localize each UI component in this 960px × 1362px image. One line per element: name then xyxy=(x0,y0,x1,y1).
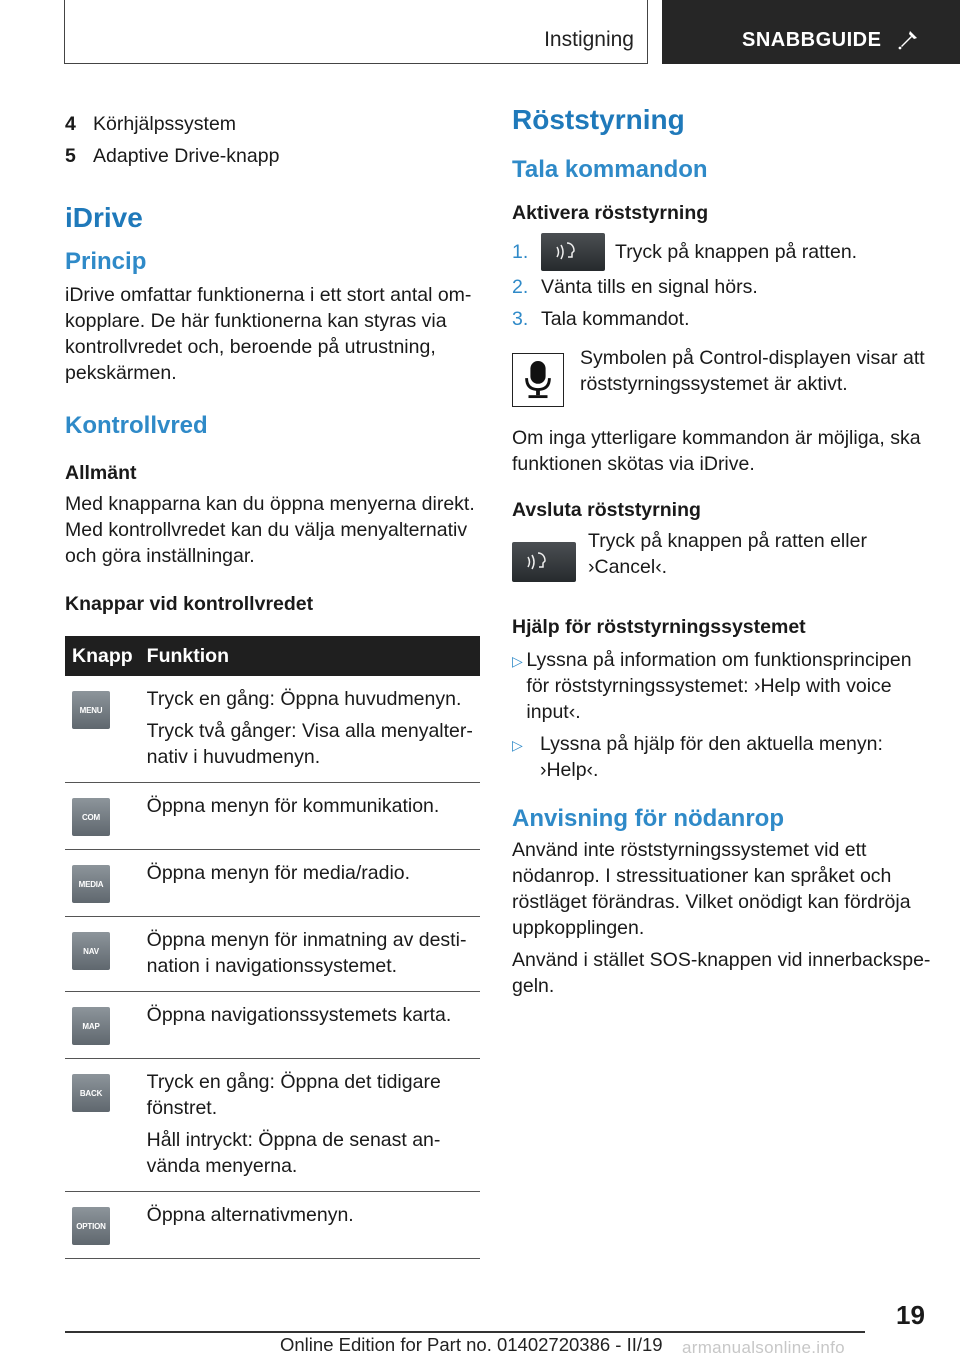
header-tab-label: SNABBGUIDE xyxy=(742,29,882,51)
avsluta-text: Tryck på knappen på ratten eller ›Cancel‹. xyxy=(588,530,867,578)
keys-table xyxy=(65,636,480,1259)
table-row: BACK Tryck en gång: Öppna det tidigare fönstret. Håll intryckt: Öppna de senast använda menyerna. xyxy=(65,1059,480,1192)
steps-list xyxy=(512,233,932,335)
mic-text: Symbolen på Control-displayen visar att röststyrningssystemet är aktivt. xyxy=(580,347,925,395)
list-item: 4 Körhjälpssystem xyxy=(65,113,237,135)
table-row: MENU Tryck en gång: Öppna huvudmenyn. Tryck två gånger: Visa alla menyalternativ i huvudmenyn. xyxy=(65,676,480,783)
heading-knappar: Knappar vid kontrollvredet xyxy=(65,593,314,615)
media-button-icon: MEDIA xyxy=(72,865,110,903)
list-item: 2. Vänta tills en signal hörs. xyxy=(512,276,758,298)
left-column xyxy=(65,108,480,1259)
legend-list xyxy=(65,108,480,172)
watermark-brand: armanualsonline.info xyxy=(682,1338,845,1357)
table-row: MAP Öppna navigationssystemets karta. xyxy=(65,992,480,1059)
heading-tala-kommandon: Tala kommandon xyxy=(512,156,708,183)
voice-button-icon xyxy=(541,233,605,271)
footer-edition: Online Edition for Part no. 01402720386 - II/19 xyxy=(280,1334,663,1355)
heading-nodanrop: Anvisning för nödanrop xyxy=(512,805,784,832)
menu-button-icon: MENU xyxy=(72,691,110,729)
allmant-text: Med knapparna kan du öppna menyerna direkt. Med kontrollvredet kan du välja menyalternativ och göra inställningar. xyxy=(65,493,475,567)
heading-allmant: Allmänt xyxy=(65,462,137,484)
triangle-bullet-icon: ▷ xyxy=(512,737,523,753)
help-bullets xyxy=(512,647,932,783)
triangle-bullet-icon: ▷ xyxy=(512,653,523,669)
heading-roststyrning: Röststyrning xyxy=(512,104,685,135)
footer-divider xyxy=(65,1331,865,1333)
voice-button-icon xyxy=(512,542,576,582)
heading-princip: Princip xyxy=(65,248,147,275)
wrench-icon xyxy=(896,28,920,52)
nodanrop-text-2: Använd i stället SOS-knappen vid innerbackspegeln. xyxy=(512,949,931,997)
option-button-icon: OPTION xyxy=(72,1207,110,1245)
om-inga-text: Om inga ytterligare kommandon är möjliga, ska funktionen skötas via iDrive. xyxy=(512,427,921,475)
list-item: ▷ Lyssna på information om funktionsprincipen för röststyrningssystemet: ›Help with voice input‹. xyxy=(512,649,912,723)
nodanrop-text: Använd inte röststyrningssystemet vid ett nödanrop. I stressituationer kan språket och röstläget förändras. Vilket onödigt kan fördröja uppkopplingen. xyxy=(512,839,911,939)
list-item: 1. Tryck på knappen på ratten. xyxy=(512,233,932,271)
back-button-icon: BACK xyxy=(72,1074,110,1112)
map-button-icon: MAP xyxy=(72,1007,110,1045)
header-tab xyxy=(662,0,960,64)
right-column xyxy=(512,104,932,999)
header-section-title: Instigning xyxy=(544,28,634,51)
microphone-icon xyxy=(512,353,564,407)
heading-kontrollvred: Kontrollvred xyxy=(65,412,208,439)
list-item: ▷ Lyssna på hjälp för den aktuella menyn: ›Help‹. xyxy=(512,733,883,781)
table-row: OPTION Öppna alternativmenyn. xyxy=(65,1192,480,1259)
page-number: 19 xyxy=(896,1300,925,1330)
table-row: NAV Öppna menyn för inmatning av destination i navigationssystemet. xyxy=(65,917,480,992)
column-header-knapp: Knapp xyxy=(65,636,140,676)
heading-idrive: iDrive xyxy=(65,202,143,233)
table-header-row xyxy=(65,636,480,676)
table-row: MEDIA Öppna menyn för media/radio. xyxy=(65,850,480,917)
princip-text: iDrive omfattar funktionerna i ett stort antal omkopplare. De här funktionerna kan styras via kontrollvredet och, beroende på utrustning, pekskärmen. xyxy=(65,284,472,384)
heading-hjalp: Hjälp för röststyrningssystemet xyxy=(512,616,806,638)
list-item: 5 Adaptive Drive-knapp xyxy=(65,145,280,167)
mic-info xyxy=(512,345,932,407)
list-item: 3. Tala kommandot. xyxy=(512,308,690,330)
column-header-funktion: Funktion xyxy=(140,636,480,676)
nav-button-icon: NAV xyxy=(72,932,110,970)
heading-avsluta: Avsluta röststyrning xyxy=(512,499,701,521)
heading-aktivera: Aktivera röststyrning xyxy=(512,202,709,224)
com-button-icon: COM xyxy=(72,798,110,836)
avsluta-info xyxy=(512,528,932,582)
table-row: COM Öppna menyn för kommunikation. xyxy=(65,783,480,850)
